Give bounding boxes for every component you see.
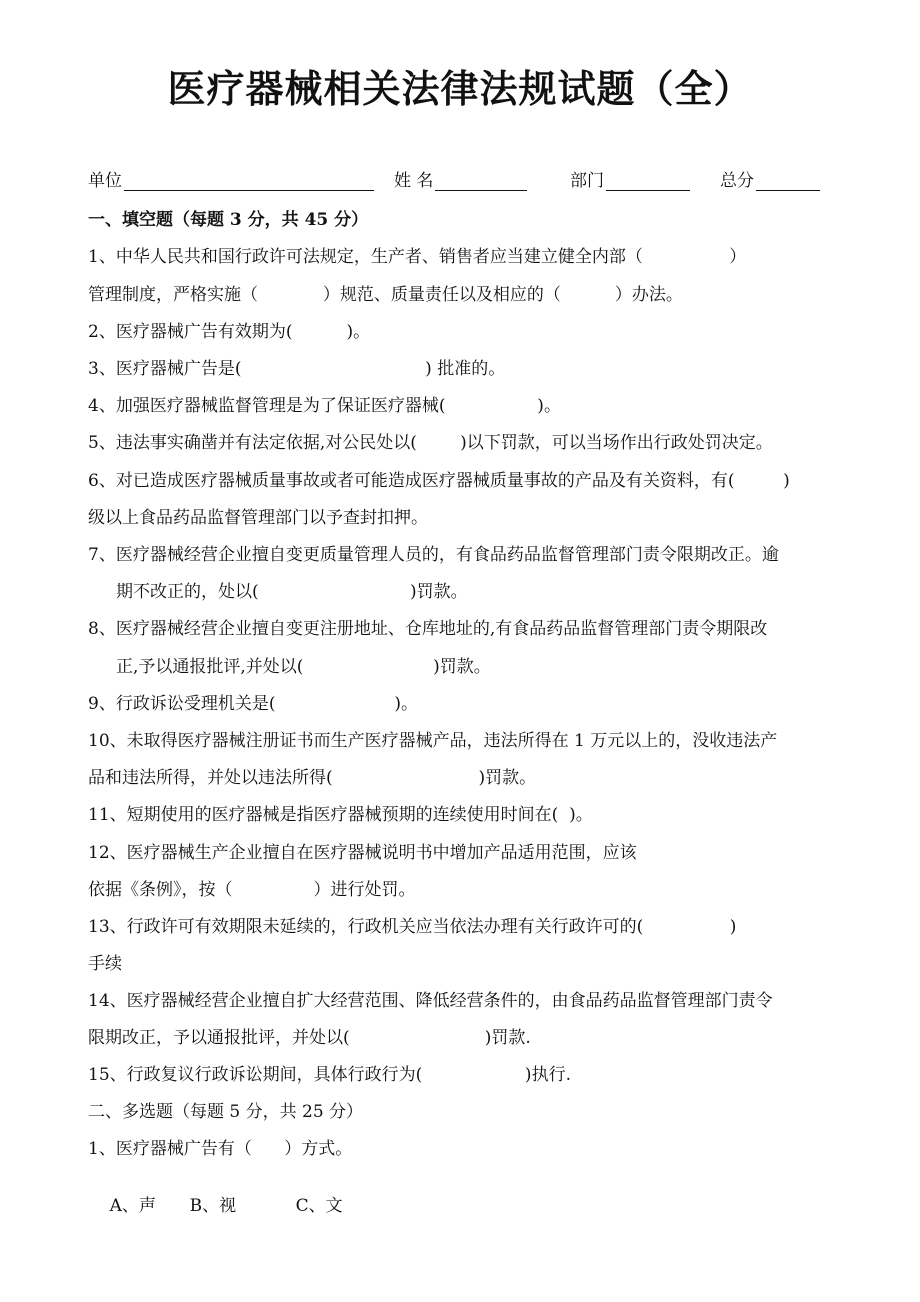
mc-question-1: 1、医疗器械广告有（ ）方式。 [88,1139,353,1159]
question-line: 期不改正的，处以( )罚款。 [116,582,468,602]
dept-blank[interactable] [606,172,690,191]
question-line: 5、违法事实确凿并有法定依据,对公民处以( )以下罚款，可以当场作出行政处罚决定。 [88,433,773,453]
question-line: 12、医疗器械生产企业擅自在医疗器械说明书中增加产品适用范围，应该 [88,843,637,863]
option-b[interactable]: B、视 [189,1196,237,1216]
question-line: 2、医疗器械广告有效期为( )。 [88,322,371,342]
question-line: 依据《条例》，按（ ）进行处罚。 [88,880,416,900]
question-line: 9、行政诉讼受理机关是( )。 [88,694,418,714]
option-a[interactable]: A、声 [109,1196,156,1216]
question-line: 13、行政许可有效期限未延续的，行政机关应当依法办理有关行政许可的( ) [88,917,737,937]
name-blank[interactable] [435,172,527,191]
mc-options-row [88,1171,343,1236]
section-two-heading: 二、多选题（每题 5 分，共 25 分） [88,1102,364,1122]
question-line: 6、对已造成医疗器械质量事故或者可能造成医疗器械质量事故的产品及有关资料，有( ) [88,471,790,491]
unit-blank[interactable] [124,172,374,191]
name-field [394,166,527,191]
dept-field [570,166,690,191]
question-line: 15、行政复议行政诉讼期间，具体行政行为( )执行. [88,1065,571,1085]
question-line: 正,予以通报批评,并处以( )罚款。 [116,657,491,677]
score-blank[interactable] [756,172,820,191]
question-line: 管理制度，严格实施（ ）规范、质量责任以及相应的（ ）办法。 [88,285,683,305]
question-line: 11、短期使用的医疗器械是指医疗器械预期的连续使用时间在( )。 [88,805,593,825]
section-one-heading: 一、填空题（每题 3 分，共 45 分） [88,210,369,230]
question-line: 3、医疗器械广告是( ) 批准的。 [88,359,506,379]
unit-label: 单位 [88,171,122,191]
dept-label: 部门 [570,171,604,191]
score-label: 总分 [720,171,754,191]
unit-field [88,166,374,191]
page-title: 医疗器械相关法律法规试题（全） [167,67,753,111]
question-line: 7、医疗器械经营企业擅自变更质量管理人员的，有食品药品监督管理部门责令限期改正。逾 [88,545,779,565]
score-field [720,166,820,191]
question-line: 4、加强医疗器械监督管理是为了保证医疗器械( )。 [88,396,561,416]
name-label: 姓 名 [394,171,434,191]
question-line: 14、医疗器械经营企业擅自扩大经营范围、降低经营条件的，由食品药品监督管理部门责令 [88,991,773,1011]
question-line: 级以上食品药品监督管理部门以予查封扣押。 [88,508,428,528]
question-line: 1、中华人民共和国行政许可法规定，生产者、销售者应当建立健全内部（ ） [88,247,747,267]
question-line: 手续 [88,954,122,974]
question-line: 限期改正，予以通报批评，并处以( )罚款. [88,1028,531,1048]
question-line: 8、医疗器械经营企业擅自变更注册地址、仓库地址的,有食品药品监督管理部门责令期限改 [88,619,768,639]
question-line: 品和违法所得，并处以违法所得( )罚款。 [88,768,537,788]
option-c[interactable]: C、文 [295,1196,343,1216]
question-line: 10、未取得医疗器械注册证书而生产医疗器械产品，违法所得在 1 万元以上的，没收违法产 [88,731,778,751]
info-row [88,166,848,192]
